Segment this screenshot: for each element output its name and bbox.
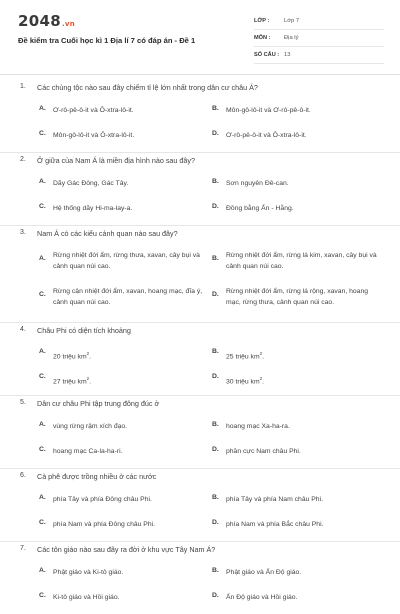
superscript: 2 bbox=[86, 351, 90, 356]
question-text: Cà phê được trồng nhiều ở các nước bbox=[37, 472, 157, 481]
option-letter: A. bbox=[39, 255, 46, 262]
option-text: phía Tây và phía Đông châu Phi. bbox=[53, 496, 152, 503]
option-letter: D. bbox=[212, 373, 219, 380]
option-value: 30 triệu km bbox=[226, 378, 260, 386]
answer-option[interactable] bbox=[39, 567, 209, 578]
option-value: 20 triệu km bbox=[53, 353, 87, 361]
option-letter: A. bbox=[39, 105, 46, 112]
option-letter: A. bbox=[39, 178, 46, 185]
meta-value: Lớp 7 bbox=[284, 18, 300, 24]
option-text: Phật giáo và Ki-tô giáo. bbox=[53, 569, 124, 576]
option-text: Môn-gô-lô-it và Ô-xtra-lô-it. bbox=[53, 132, 135, 139]
meta-label: SỐ CÂU : bbox=[254, 52, 280, 58]
answer-option[interactable] bbox=[39, 348, 209, 362]
superscript: 2 bbox=[259, 376, 263, 381]
option-text: Rừng nhiệt đới ẩm, rừng lá rộng, xavan, hoang mạc, rừng thưa, cảnh quan núi cao. bbox=[226, 288, 369, 306]
question-text: Ở giữa của Nam Á là miền địa hình nào sau đây? bbox=[37, 156, 196, 165]
header-divider bbox=[0, 74, 400, 75]
question-text: Nam Á có các kiểu cảnh quan nào sau đây? bbox=[37, 229, 178, 238]
question-list bbox=[0, 80, 400, 614]
meta-label: MÔN : bbox=[254, 35, 271, 41]
option-text: phía Nam và phía Bắc châu Phi. bbox=[226, 521, 324, 528]
answer-option[interactable] bbox=[212, 178, 382, 189]
question-text: Các tôn giáo nào sau đây ra đời ở khu vực Tây Nam Á? bbox=[37, 545, 216, 554]
answer-option[interactable] bbox=[212, 567, 382, 578]
answer-option[interactable] bbox=[212, 421, 382, 432]
option-text: phần cực Nam châu Phi. bbox=[226, 448, 301, 455]
answer-option[interactable] bbox=[212, 130, 382, 141]
answer-option[interactable] bbox=[212, 105, 382, 116]
option-suffix: . bbox=[89, 353, 92, 361]
answer-option[interactable] bbox=[212, 203, 382, 214]
option-text: vùng rừng rậm xích đạo. bbox=[53, 423, 128, 430]
answer-option[interactable] bbox=[39, 286, 209, 308]
answer-option[interactable] bbox=[39, 446, 209, 457]
option-text: hoang mạc Ca-la-ha-ri. bbox=[53, 448, 123, 455]
option-letter: A. bbox=[39, 567, 46, 574]
answer-option[interactable] bbox=[212, 250, 382, 272]
option-letter: C. bbox=[39, 446, 46, 453]
option-letter: B. bbox=[212, 178, 219, 185]
answer-option[interactable] bbox=[39, 178, 209, 189]
option-text: Ơ-rô-pê-ô-it và Ô-xtra-lô-it. bbox=[53, 107, 134, 114]
option-text bbox=[226, 348, 264, 362]
option-text: Đồng bằng Ấn - Hằng. bbox=[226, 205, 294, 212]
option-letter: A. bbox=[39, 348, 46, 355]
question-number: 5. bbox=[20, 399, 26, 406]
logo-tld: .vn bbox=[61, 20, 76, 28]
option-letter: C. bbox=[39, 203, 46, 210]
answer-option[interactable] bbox=[39, 592, 209, 603]
option-letter: C. bbox=[39, 592, 46, 599]
question-item bbox=[0, 396, 400, 469]
answer-option[interactable] bbox=[39, 105, 209, 116]
option-letter: C. bbox=[39, 519, 46, 526]
option-letter: B. bbox=[212, 348, 219, 355]
option-letter: A. bbox=[39, 494, 46, 501]
option-letter: D. bbox=[212, 446, 219, 453]
logo-main: 2048 bbox=[18, 12, 61, 30]
question-number: 7. bbox=[20, 545, 26, 552]
answer-option[interactable] bbox=[39, 519, 209, 530]
answer-option[interactable] bbox=[39, 250, 209, 272]
option-text: Ki-tô giáo và Hồi giáo. bbox=[53, 594, 120, 601]
option-text bbox=[53, 373, 91, 387]
option-text: Dãy Gác Đông, Gác Tây. bbox=[53, 180, 129, 187]
answer-option[interactable] bbox=[212, 446, 382, 457]
question-item bbox=[0, 226, 400, 323]
superscript: 2 bbox=[259, 351, 263, 356]
answer-option[interactable] bbox=[212, 373, 382, 387]
option-suffix: . bbox=[89, 378, 92, 386]
option-letter: B. bbox=[212, 105, 219, 112]
option-text: Rừng nhiệt đới ẩm, rừng lá kim, xavan, cây bụi và cảnh quan núi cao. bbox=[226, 252, 377, 270]
answer-option[interactable] bbox=[39, 203, 209, 214]
option-letter: D. bbox=[212, 291, 219, 298]
option-text: Ấn Độ giáo và Hồi giáo. bbox=[226, 594, 298, 601]
option-text: phía Nam và phía Đông châu Phi. bbox=[53, 521, 156, 528]
option-suffix: . bbox=[262, 378, 265, 386]
option-letter: C. bbox=[39, 291, 46, 298]
option-letter: D. bbox=[212, 592, 219, 599]
option-text bbox=[226, 373, 264, 387]
page-title: Đề kiểm tra Cuối học kì 1 Địa lí 7 có đáp án - Đề 1 bbox=[18, 36, 196, 45]
question-item bbox=[0, 153, 400, 226]
meta-value: 13 bbox=[284, 52, 291, 58]
option-text: Phật giáo và Ấn Độ giáo. bbox=[226, 569, 302, 576]
answer-option[interactable] bbox=[39, 421, 209, 432]
option-value: 27 triệu km bbox=[53, 378, 87, 386]
question-item bbox=[0, 469, 400, 542]
option-value: 25 triệu km bbox=[226, 353, 260, 361]
question-text: Các chủng tộc nào sau đây chiếm tỉ lệ lớn nhất trong dân cư châu Á? bbox=[37, 83, 258, 92]
meta-row-class bbox=[254, 13, 384, 30]
page-header bbox=[0, 0, 400, 68]
option-letter: B. bbox=[212, 421, 219, 428]
option-letter: B. bbox=[212, 494, 219, 501]
meta-label: LỚP : bbox=[254, 18, 270, 24]
option-text: hoang mạc Xa-ha-ra. bbox=[226, 423, 290, 430]
meta-row-count bbox=[254, 47, 384, 64]
site-logo[interactable] bbox=[18, 12, 75, 30]
question-item bbox=[0, 542, 400, 614]
option-letter: D. bbox=[212, 203, 219, 210]
option-letter: C. bbox=[39, 373, 46, 380]
option-text: Rừng nhiệt đới ẩm, rừng thưa, xavan, cây bụi và cảnh quan núi cao. bbox=[53, 252, 200, 270]
option-letter: D. bbox=[212, 519, 219, 526]
option-suffix: . bbox=[262, 353, 265, 361]
answer-option[interactable] bbox=[212, 286, 382, 308]
exam-meta-table bbox=[254, 13, 384, 64]
option-text bbox=[53, 348, 91, 362]
meta-row-subject bbox=[254, 30, 384, 47]
answer-option[interactable] bbox=[39, 373, 209, 387]
option-text: Rừng cận nhiệt đới ẩm, xavan, hoang mạc, đĩa ý, cảnh quan núi cao. bbox=[53, 288, 203, 306]
question-number: 6. bbox=[20, 472, 26, 479]
option-letter: C. bbox=[39, 130, 46, 137]
option-text: Môn-gô-lô-it và Ơ-rô-pê-ô-it. bbox=[226, 107, 311, 114]
question-text: Châu Phi có diện tích khoảng bbox=[37, 326, 131, 335]
option-text: Ơ-rô-pê-ô-it và Ô-xtra-lô-it. bbox=[226, 132, 307, 139]
option-letter: A. bbox=[39, 421, 46, 428]
question-number: 4. bbox=[20, 326, 26, 333]
question-text: Dân cư châu Phi tập trung đông đúc ở bbox=[37, 399, 160, 408]
answer-option[interactable] bbox=[212, 494, 382, 505]
option-text: Hệ thống dãy Hi-ma-lay-a. bbox=[53, 205, 133, 212]
answer-option[interactable] bbox=[39, 130, 209, 141]
superscript: 2 bbox=[86, 376, 90, 381]
answer-option[interactable] bbox=[212, 592, 382, 603]
answer-option[interactable] bbox=[212, 348, 382, 362]
question-number: 1. bbox=[20, 83, 26, 90]
option-letter: B. bbox=[212, 255, 219, 262]
option-letter: B. bbox=[212, 567, 219, 574]
question-number: 3. bbox=[20, 229, 26, 236]
question-item bbox=[0, 80, 400, 153]
option-letter: D. bbox=[212, 130, 219, 137]
option-text: phía Tây và phía Nam châu Phi. bbox=[226, 496, 323, 503]
answer-option[interactable] bbox=[39, 494, 209, 505]
option-text: Sơn nguyên Đê-can. bbox=[226, 180, 289, 187]
question-number: 2. bbox=[20, 156, 26, 163]
answer-option[interactable] bbox=[212, 519, 382, 530]
question-item bbox=[0, 323, 400, 396]
meta-value: Địa lý bbox=[284, 35, 299, 41]
